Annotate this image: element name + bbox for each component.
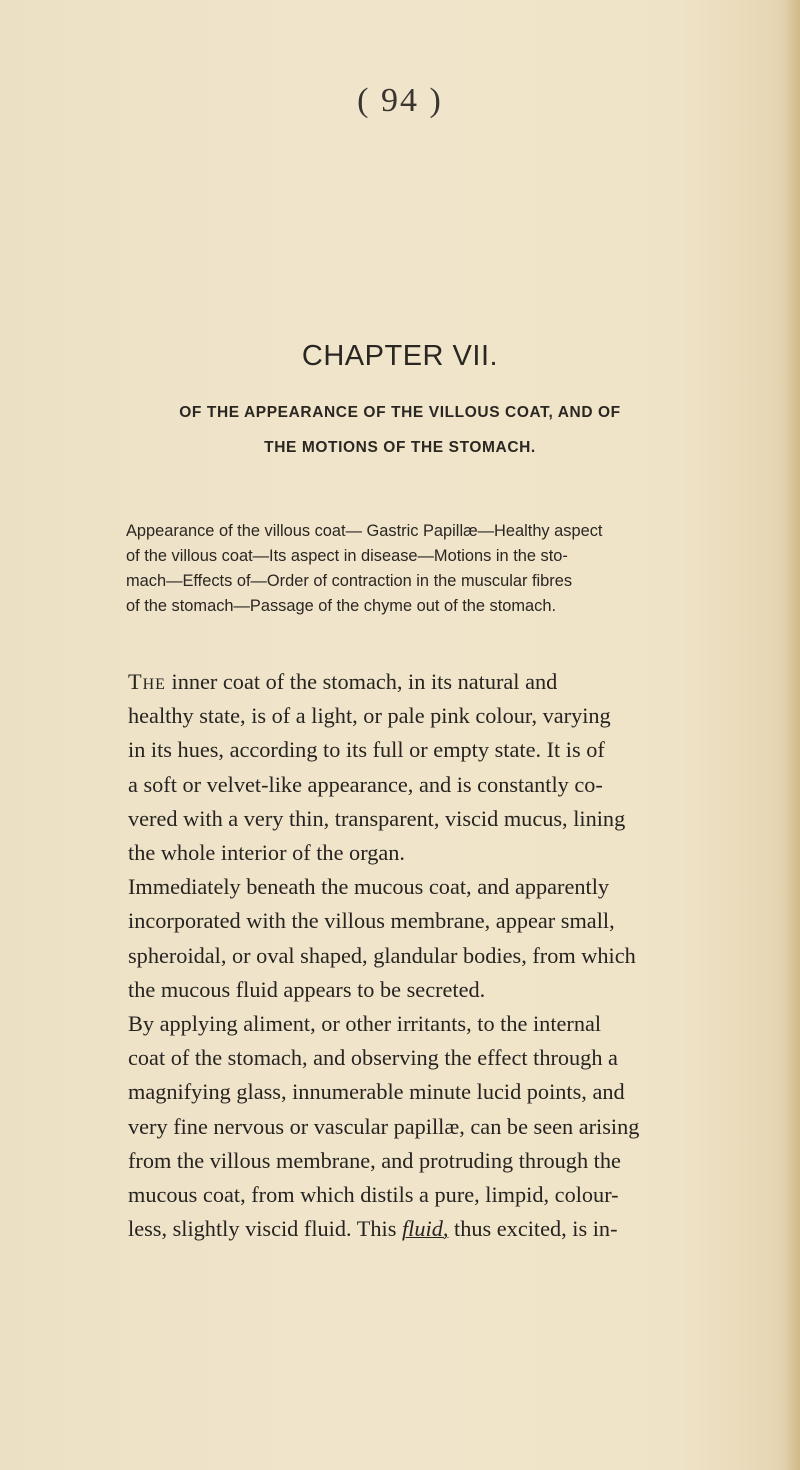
drop-word: The bbox=[128, 669, 166, 694]
body-line: spheroidal, or oval shaped, glandular bodies, from which bbox=[128, 942, 636, 968]
italic-word: fluid, bbox=[401, 1216, 449, 1242]
body-line: magnifying glass, innumerable minute lucid points, and bbox=[128, 1079, 625, 1105]
summary-line: of the villous coat—Its aspect in disease—Motions in the sto- bbox=[126, 547, 568, 565]
body-line: a soft or velvet-like appearance, and is constantly co- bbox=[128, 771, 603, 797]
body-line bbox=[128, 1212, 726, 1246]
paragraph-2 bbox=[128, 870, 726, 1007]
summary-line: of the stomach—Passage of the chyme out of the stomach. bbox=[126, 597, 557, 615]
page-number: ( 94 ) bbox=[357, 82, 443, 119]
page-edge-shadow bbox=[786, 0, 800, 1470]
summary-line: Appearance of the villous coat— Gastric Papillæ—Healthy aspect bbox=[126, 522, 603, 540]
body-line: the mucous fluid appears to be secreted. bbox=[128, 976, 486, 1002]
body-line: in its hues, according to its full or empty state. It is of bbox=[128, 737, 605, 763]
body-line: mucous coat, from which distils a pure, limpid, colour- bbox=[128, 1182, 619, 1208]
body-line-text: inner coat of the stomach, in its natural and bbox=[165, 669, 558, 694]
chapter-summary bbox=[128, 519, 728, 619]
body-line: very fine nervous or vascular papillæ, can be seen arising bbox=[128, 1113, 640, 1139]
body-line: from the villous membrane, and protruding through the bbox=[128, 1147, 621, 1173]
body-line: the whole interior of the organ. bbox=[128, 840, 405, 866]
body-line: By applying aliment, or other irritants, to the internal bbox=[128, 1011, 602, 1037]
body-line: incorporated with the villous membrane, appear small, bbox=[128, 908, 615, 934]
body-line-text: thus excited, is in- bbox=[448, 1216, 618, 1242]
paragraph-3 bbox=[128, 1007, 726, 1246]
chapter-subtitle-line: OF THE APPEARANCE OF THE VILLOUS COAT, AND OF bbox=[179, 404, 621, 421]
paragraph-1 bbox=[128, 665, 726, 870]
summary-line: mach—Effects of—Order of contraction in the muscular fibres bbox=[126, 572, 573, 590]
chapter-subtitle bbox=[130, 395, 670, 465]
body-line: vered with a very thin, transparent, viscid mucus, lining bbox=[128, 805, 626, 831]
body-line bbox=[128, 665, 726, 699]
chapter-subtitle-line: THE MOTIONS OF THE STOMACH. bbox=[264, 439, 536, 456]
body-line: healthy state, is of a light, or pale pink colour, varying bbox=[128, 703, 611, 729]
chapter-title: CHAPTER VII. bbox=[301, 340, 499, 372]
body-text bbox=[128, 665, 726, 1246]
body-line: Immediately beneath the mucous coat, and apparently bbox=[128, 874, 610, 900]
body-line: coat of the stomach, and observing the effect through a bbox=[128, 1045, 618, 1071]
body-line-text: less, slightly viscid fluid. This bbox=[128, 1216, 402, 1242]
